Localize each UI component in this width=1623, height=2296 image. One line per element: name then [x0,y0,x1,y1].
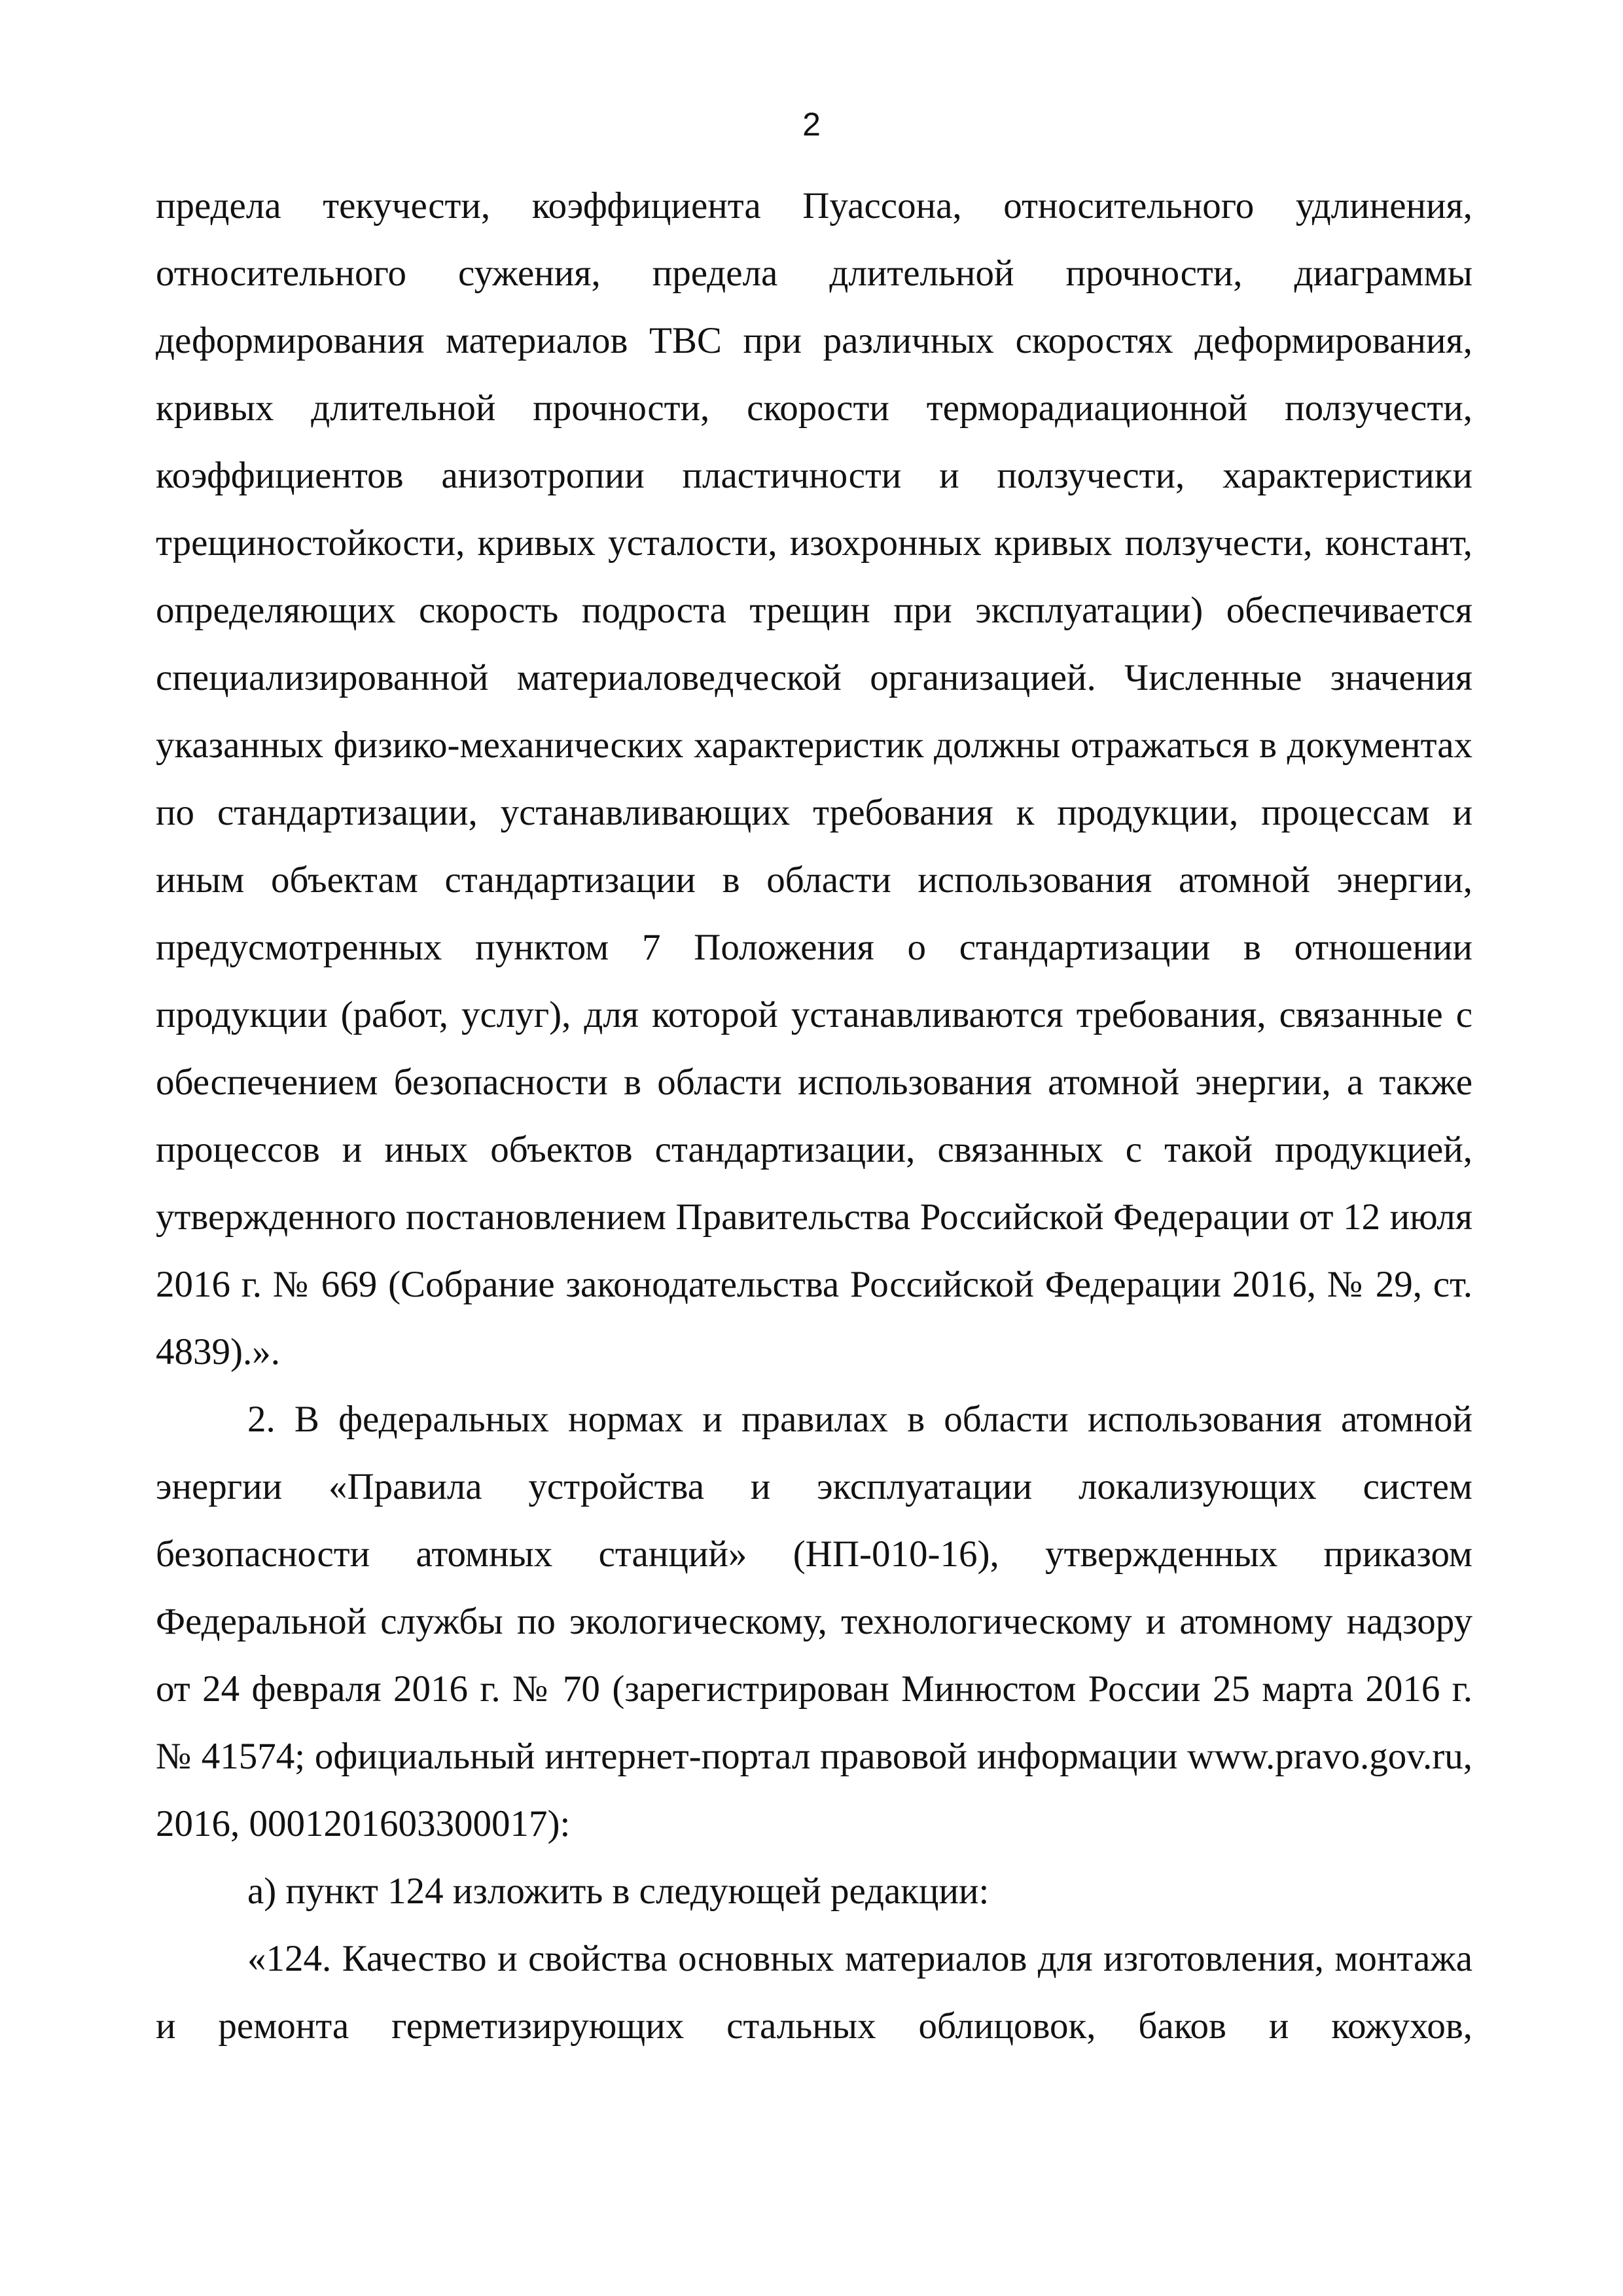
text-line: относительного сужения, предела длительной прочности, диаграммы [156,253,1472,294]
text-line: в области использования атомной энергии, а также процессов и иных объектов [156,1062,1472,1170]
text-line: безопасности атомных станций» (НП-010-16), утвержденных приказом [156,1534,1472,1575]
text-line: отражаться в документах по стандартизации, устанавливающих требования [156,725,1473,833]
text-line: «124. Качество и свойства основных материалов для изготовления, [247,1938,1324,1979]
paragraph-2 [156,1386,1472,1857]
text-line: монтажа и ремонта герметизирующих стальных облицовок, баков и кожухов, [156,1938,1473,2047]
text-line: к продукции, процессам и иным объектам стандартизации в области [156,792,1473,901]
text-line: деформирования материалов ТВС при различных скоростях деформирования, [156,320,1472,361]
document-body [156,172,1472,2060]
text-line: 25 марта 2016 г. № 41574; официальный интернет-портал правовой [156,1668,1472,1777]
page-number: 2 [802,106,821,143]
paragraph-1 [156,172,1472,1386]
text-line: констант, определяющих скорость подроста трещин при эксплуатации) [156,522,1473,631]
text-line: трещиностойкости, кривых усталости, изохронных кривых ползучести, [156,522,1313,564]
text-line: а) пункт 124 изложить в следующей редакции: [247,1871,990,1912]
text-line: № 669 (Собрание законодательства Российской Федерации 2016, № 29, [272,1264,1422,1305]
text-line: постановлением Правительства Российской Федерации от 12 июля 2016 г. [156,1196,1473,1305]
paragraph-3 [156,1857,1472,1925]
text-line: надзору от 24 февраля 2016 г. № 70 (зарегистрирован Минюстом России [156,1601,1472,1710]
text-line: предела текучести, коэффициента Пуассона, относительного удлинения, [156,185,1472,226]
text-line: Федеральной службы по экологическому, технологическому и атомному [156,1601,1333,1642]
text-line: энергии «Правила устройства и эксплуатации локализующих систем [156,1466,1472,1507]
text-line: информации www.pravo.gov.ru, 2016, 0001201603300017): [156,1736,1473,1844]
text-line: 2. В федеральных нормах и правилах в области использования атомной [247,1399,1472,1440]
text-line: устанавливаются требования, связанные с обеспечением безопасности [156,994,1473,1103]
text-line: коэффициентов анизотропии пластичности и ползучести, характеристики [156,455,1472,496]
text-line: стандартизации, связанных с такой продукцией, утвержденного [156,1129,1473,1238]
text-line: кривых длительной прочности, скорости терморадиационной ползучести, [156,387,1472,429]
text-line: ст. 4839).». [156,1264,1473,1372]
text-line: о стандартизации в отношении продукции (работ, услуг), для которой [156,927,1472,1035]
paragraph-4 [156,1925,1472,2060]
text-line: Численные значения указанных физико-механических характеристик должны [156,657,1472,766]
text-line: обеспечивается специализированной материаловедческой организацией. [156,590,1473,698]
text-line: использования атомной энергии, предусмотренных пунктом 7 Положения [156,859,1472,968]
